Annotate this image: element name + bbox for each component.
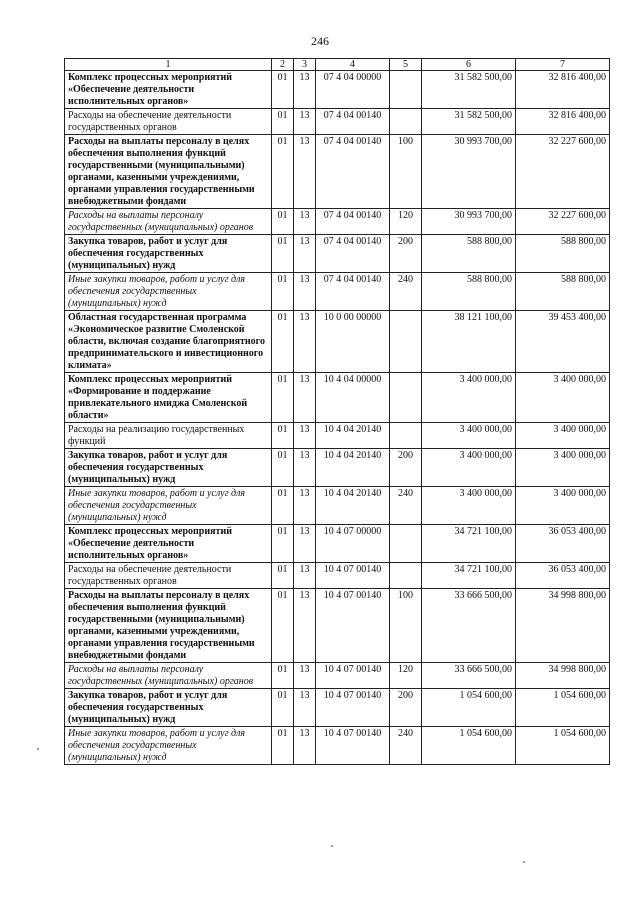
cell-expense-type: 200 [390,689,422,727]
cell-expense-type: 100 [390,135,422,209]
cell-amount-year-1: 33 666 500,00 [422,589,516,663]
cell-name: Закупка товаров, работ и услуг для обеспечения государственных (муниципальных) нужд [65,449,272,487]
cell-subsection: 13 [294,273,316,311]
cell-amount-year-2: 36 053 400,00 [516,563,610,589]
cell-amount-year-2: 34 998 800,00 [516,663,610,689]
cell-amount-year-2: 3 400 000,00 [516,449,610,487]
cell-subsection: 13 [294,727,316,765]
cell-amount-year-2: 32 816 400,00 [516,71,610,109]
cell-amount-year-2: 588 800,00 [516,273,610,311]
cell-section: 01 [272,135,294,209]
cell-target-article: 10 4 07 00140 [316,727,390,765]
cell-amount-year-2: 3 400 000,00 [516,487,610,525]
cell-name: Расходы на реализацию государственных функций [65,423,272,449]
cell-target-article: 10 4 04 20140 [316,423,390,449]
cell-expense-type [390,71,422,109]
cell-target-article: 10 4 04 20140 [316,449,390,487]
cell-amount-year-1: 31 582 500,00 [422,109,516,135]
cell-amount-year-1: 30 993 700,00 [422,209,516,235]
table-row [65,373,610,423]
cell-subsection: 13 [294,423,316,449]
budget-table [64,58,610,765]
cell-name: Иные закупки товаров, работ и услуг для обеспечения государственных (муниципальных) нужд [65,727,272,765]
cell-subsection: 13 [294,663,316,689]
cell-target-article: 07 4 04 00140 [316,209,390,235]
cell-amount-year-1: 30 993 700,00 [422,135,516,209]
cell-section: 01 [272,487,294,525]
cell-section: 01 [272,209,294,235]
cell-expense-type: 240 [390,727,422,765]
cell-name: Расходы на обеспечение деятельности государственных органов [65,109,272,135]
scan-speck [37,748,39,750]
cell-name: Расходы на выплаты персоналу государственных (муниципальных) органов [65,209,272,235]
cell-amount-year-1: 588 800,00 [422,273,516,311]
table-row [65,563,610,589]
cell-amount-year-1: 31 582 500,00 [422,71,516,109]
cell-amount-year-2: 3 400 000,00 [516,373,610,423]
cell-section: 01 [272,589,294,663]
cell-name: Комплекс процессных мероприятий «Формирование и поддержание привлекательного имиджа Смоленской области» [65,373,272,423]
cell-expense-type: 240 [390,273,422,311]
cell-expense-type [390,423,422,449]
cell-expense-type [390,563,422,589]
cell-amount-year-1: 34 721 100,00 [422,563,516,589]
column-header-amount-year-1: 6 [422,59,516,71]
cell-amount-year-1: 1 054 600,00 [422,727,516,765]
cell-subsection: 13 [294,689,316,727]
cell-subsection: 13 [294,525,316,563]
cell-name: Расходы на выплаты персоналу государственных (муниципальных) органов [65,663,272,689]
cell-amount-year-1: 3 400 000,00 [422,449,516,487]
cell-target-article: 07 4 04 00140 [316,235,390,273]
table-body [65,71,610,765]
cell-name: Расходы на обеспечение деятельности государственных органов [65,563,272,589]
cell-amount-year-1: 3 400 000,00 [422,487,516,525]
cell-name: Расходы на выплаты персоналу в целях обеспечения выполнения функций государственными (муниципальными) органами, казенными учреждениями, органами управления государственными внебюджетными фондами [65,135,272,209]
cell-expense-type: 100 [390,589,422,663]
cell-subsection: 13 [294,373,316,423]
cell-amount-year-2: 34 998 800,00 [516,589,610,663]
table-row [65,689,610,727]
cell-section: 01 [272,235,294,273]
cell-subsection: 13 [294,235,316,273]
table-row [65,235,610,273]
table-row [65,273,610,311]
cell-section: 01 [272,525,294,563]
cell-amount-year-1: 3 400 000,00 [422,373,516,423]
cell-target-article: 10 4 04 00000 [316,373,390,423]
cell-amount-year-1: 1 054 600,00 [422,689,516,727]
cell-amount-year-1: 3 400 000,00 [422,423,516,449]
table-row [65,109,610,135]
column-header-target-article: 4 [316,59,390,71]
cell-expense-type [390,109,422,135]
cell-amount-year-2: 36 053 400,00 [516,525,610,563]
cell-subsection: 13 [294,487,316,525]
cell-name: Областная государственная программа «Экономическое развитие Смоленской области, включая создание благоприятного предпринимательского и инвестиционного климата» [65,311,272,373]
cell-subsection: 13 [294,449,316,487]
cell-target-article: 10 0 00 00000 [316,311,390,373]
cell-section: 01 [272,727,294,765]
table-row [65,311,610,373]
cell-target-article: 07 4 04 00140 [316,273,390,311]
cell-name: Комплекс процессных мероприятий «Обеспечение деятельности исполнительных органов» [65,525,272,563]
table-header-row [65,59,610,71]
table-row [65,663,610,689]
cell-amount-year-1: 34 721 100,00 [422,525,516,563]
table-row [65,589,610,663]
cell-amount-year-2: 32 816 400,00 [516,109,610,135]
cell-section: 01 [272,423,294,449]
cell-name: Иные закупки товаров, работ и услуг для обеспечения государственных (муниципальных) нужд [65,487,272,525]
cell-amount-year-2: 32 227 600,00 [516,209,610,235]
cell-section: 01 [272,449,294,487]
cell-subsection: 13 [294,563,316,589]
cell-target-article: 07 4 04 00000 [316,71,390,109]
cell-section: 01 [272,311,294,373]
cell-amount-year-1: 38 121 100,00 [422,311,516,373]
cell-name: Закупка товаров, работ и услуг для обеспечения государственных (муниципальных) нужд [65,689,272,727]
cell-section: 01 [272,663,294,689]
cell-expense-type: 200 [390,449,422,487]
scan-speck [331,845,333,847]
cell-target-article: 10 4 04 20140 [316,487,390,525]
table-row [65,449,610,487]
cell-target-article: 10 4 07 00140 [316,589,390,663]
column-header-name: 1 [65,59,272,71]
cell-name: Расходы на выплаты персоналу в целях обеспечения выполнения функций государственными (муниципальными) органами, казенными учреждениями, органами управления государственными внебюджетными фондами [65,589,272,663]
cell-expense-type: 120 [390,663,422,689]
table-row [65,209,610,235]
cell-section: 01 [272,71,294,109]
cell-expense-type [390,373,422,423]
cell-amount-year-2: 1 054 600,00 [516,727,610,765]
cell-name: Закупка товаров, работ и услуг для обеспечения государственных (муниципальных) нужд [65,235,272,273]
cell-target-article: 07 4 04 00140 [316,109,390,135]
table-row [65,487,610,525]
cell-amount-year-2: 3 400 000,00 [516,423,610,449]
table-row [65,135,610,209]
cell-target-article: 10 4 07 00000 [316,525,390,563]
table-row [65,423,610,449]
cell-amount-year-2: 39 453 400,00 [516,311,610,373]
cell-amount-year-2: 588 800,00 [516,235,610,273]
cell-subsection: 13 [294,71,316,109]
column-header-amount-year-2: 7 [516,59,610,71]
column-header-subsection: 3 [294,59,316,71]
table-row [65,71,610,109]
cell-section: 01 [272,689,294,727]
cell-amount-year-2: 1 054 600,00 [516,689,610,727]
cell-expense-type: 240 [390,487,422,525]
cell-section: 01 [272,273,294,311]
page-number: 246 [311,34,329,48]
cell-expense-type: 120 [390,209,422,235]
cell-amount-year-1: 33 666 500,00 [422,663,516,689]
cell-expense-type [390,311,422,373]
scan-speck [523,861,525,863]
column-header-expense-type: 5 [390,59,422,71]
cell-target-article: 10 4 07 00140 [316,563,390,589]
cell-expense-type [390,525,422,563]
cell-section: 01 [272,109,294,135]
cell-target-article: 10 4 07 00140 [316,663,390,689]
cell-subsection: 13 [294,209,316,235]
cell-subsection: 13 [294,311,316,373]
cell-target-article: 10 4 07 00140 [316,689,390,727]
cell-subsection: 13 [294,135,316,209]
cell-amount-year-2: 32 227 600,00 [516,135,610,209]
cell-section: 01 [272,563,294,589]
cell-name: Комплекс процессных мероприятий «Обеспечение деятельности исполнительных органов» [65,71,272,109]
table-row [65,525,610,563]
cell-name: Иные закупки товаров, работ и услуг для обеспечения государственных (муниципальных) нужд [65,273,272,311]
cell-subsection: 13 [294,109,316,135]
cell-subsection: 13 [294,589,316,663]
column-header-section: 2 [272,59,294,71]
cell-amount-year-1: 588 800,00 [422,235,516,273]
cell-expense-type: 200 [390,235,422,273]
cell-target-article: 07 4 04 00140 [316,135,390,209]
cell-section: 01 [272,373,294,423]
table-row [65,727,610,765]
